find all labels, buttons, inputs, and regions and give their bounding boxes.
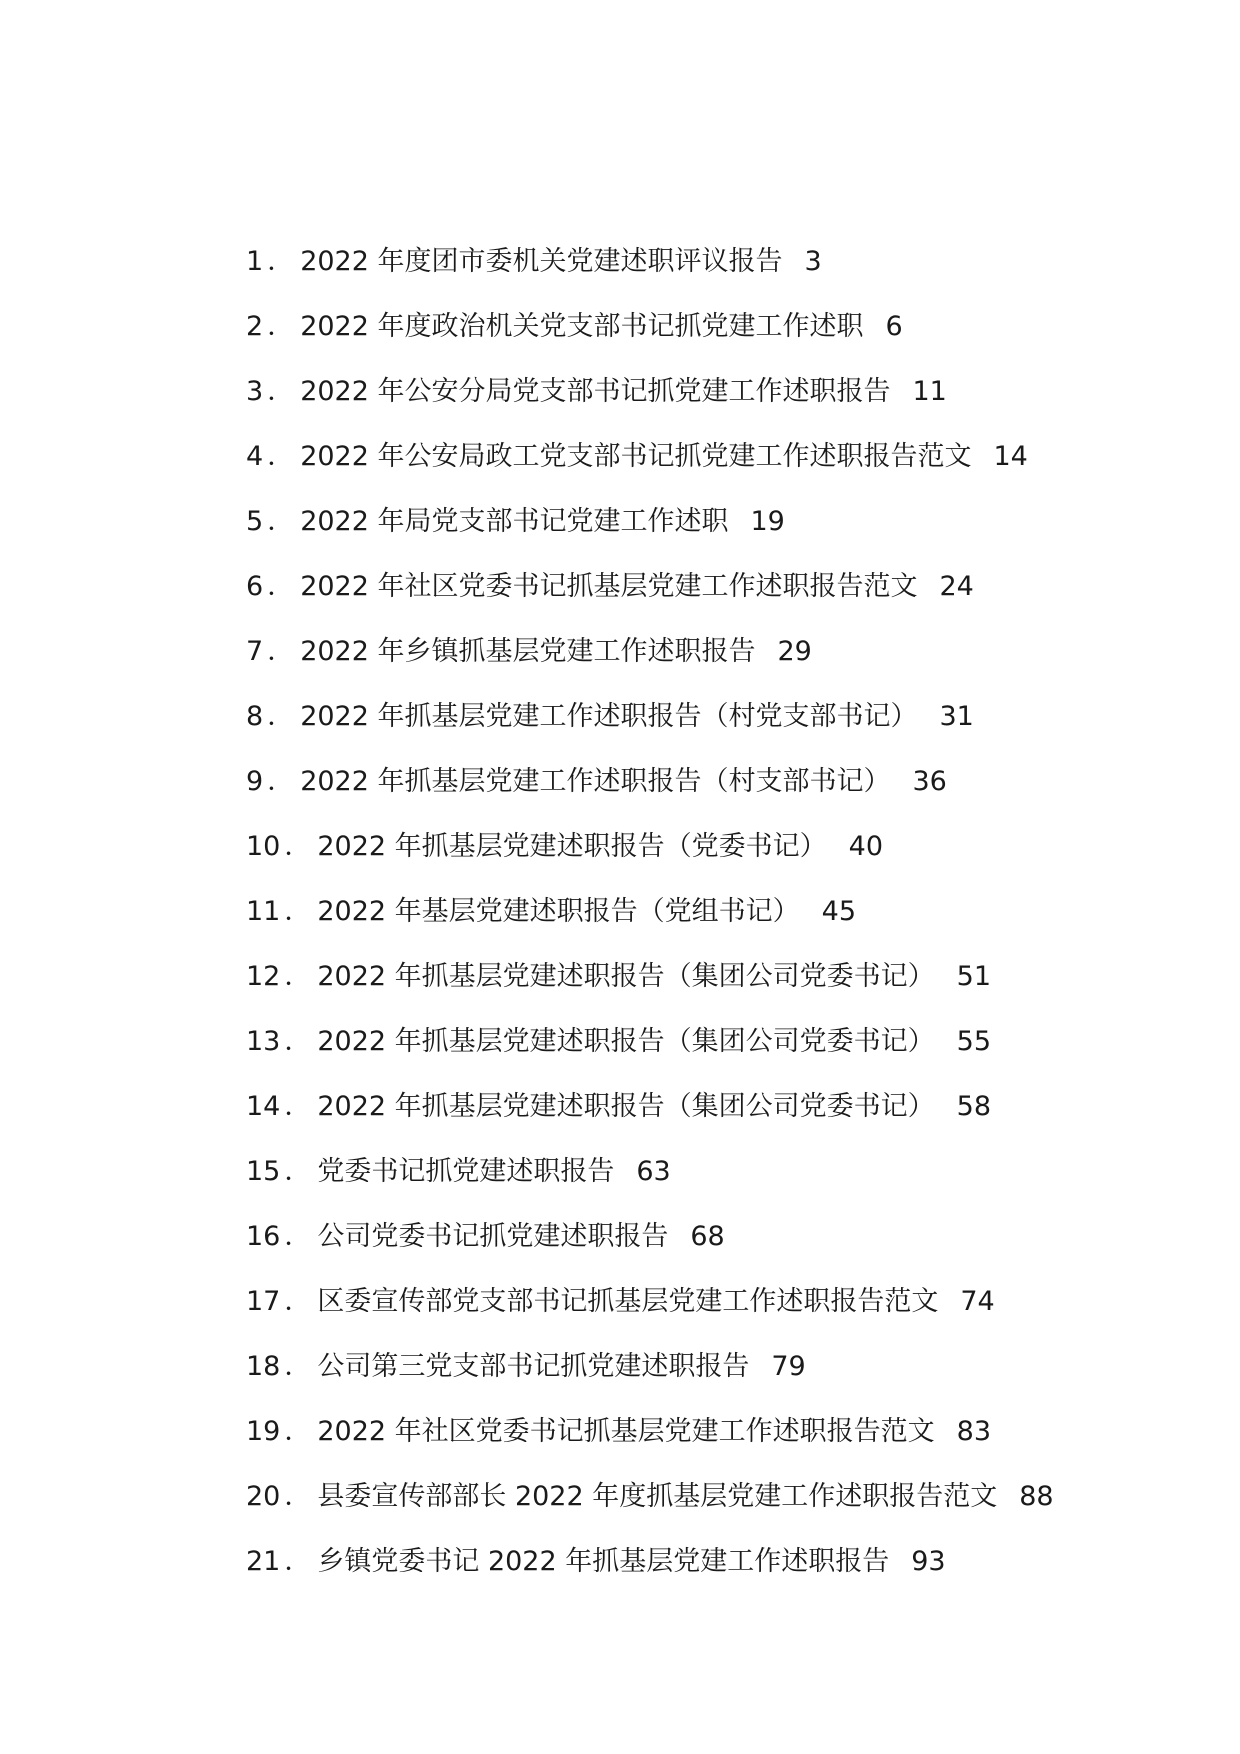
entry-separator: ． [267, 246, 295, 277]
entry-separator: ． [284, 1221, 312, 1252]
entry-separator: ． [284, 961, 312, 992]
entry-title: 2022 年抓基层党建述职报告（党委书记） [317, 831, 827, 862]
entry-separator: ． [267, 766, 295, 797]
toc-entry [246, 628, 1126, 693]
entry-title: 乡镇党委书记 2022 年抓基层党建工作述职报告 [317, 1546, 890, 1577]
entry-page-number: 55 [956, 1026, 992, 1057]
entry-page-number: 45 [821, 896, 857, 927]
entry-separator: ． [267, 441, 295, 472]
entry-page-number: 31 [939, 701, 974, 732]
entry-page-number: 6 [885, 311, 903, 342]
entry-title: 2022 年抓基层党建述职报告（集团公司党委书记） [317, 961, 935, 992]
toc-entry [246, 238, 1126, 303]
entry-number: 17 [246, 1286, 281, 1317]
toc-entry [246, 1018, 1126, 1083]
entry-page-number: 40 [848, 831, 884, 862]
toc-entry [246, 498, 1126, 563]
toc-entry [246, 823, 1126, 888]
entry-number: 11 [246, 896, 281, 927]
entry-number: 20 [246, 1481, 281, 1512]
entry-number: 5 [246, 506, 264, 537]
entry-number: 8 [246, 701, 264, 732]
entry-number: 16 [246, 1221, 281, 1252]
entry-title: 公司第三党支部书记抓党建述职报告 [317, 1351, 750, 1382]
toc-entry [246, 758, 1126, 823]
entry-page-number: 68 [690, 1221, 725, 1252]
toc-entry [246, 693, 1126, 758]
entry-number: 2 [246, 311, 264, 342]
entry-page-number: 36 [912, 766, 947, 797]
entry-number: 10 [246, 831, 281, 862]
toc-entry [246, 1343, 1126, 1408]
entry-title: 2022 年乡镇抓基层党建工作述职报告 [300, 636, 756, 667]
entry-page-number: 83 [956, 1416, 992, 1447]
entry-separator: ． [267, 506, 295, 537]
toc-entry [246, 888, 1126, 953]
table-of-contents [246, 238, 1126, 1603]
toc-entry [246, 1538, 1126, 1603]
entry-title: 公司党委书记抓党建述职报告 [317, 1221, 669, 1252]
entry-separator: ． [284, 1481, 312, 1512]
entry-page-number: 74 [960, 1286, 995, 1317]
toc-entry [246, 368, 1126, 433]
toc-entry [246, 1278, 1126, 1343]
entry-separator: ． [267, 701, 295, 732]
entry-title: 2022 年公安局政工党支部书记抓党建工作述职报告范文 [300, 441, 972, 472]
entry-number: 12 [246, 961, 281, 992]
toc-entry [246, 1083, 1126, 1148]
toc-entry [246, 433, 1126, 498]
entry-separator: ． [267, 376, 295, 407]
entry-page-number: 11 [912, 376, 947, 407]
entry-separator: ． [267, 311, 295, 342]
entry-title: 县委宣传部部长 2022 年度抓基层党建工作述职报告范文 [317, 1481, 998, 1512]
entry-title: 2022 年抓基层党建工作述职报告（村党支部书记） [300, 701, 918, 732]
toc-entry [246, 303, 1126, 368]
entry-separator: ． [284, 831, 312, 862]
entry-number: 7 [246, 636, 264, 667]
entry-separator: ． [284, 1416, 312, 1447]
toc-entry [246, 1148, 1126, 1213]
entry-number: 19 [246, 1416, 281, 1447]
entry-separator: ． [284, 1351, 312, 1382]
entry-title: 2022 年基层党建述职报告（党组书记） [317, 896, 800, 927]
entry-title: 2022 年抓基层党建述职报告（集团公司党委书记） [317, 1026, 935, 1057]
entry-title: 区委宣传部党支部书记抓基层党建工作述职报告范文 [317, 1286, 939, 1317]
toc-entry [246, 953, 1126, 1018]
entry-number: 13 [246, 1026, 281, 1057]
entry-page-number: 88 [1019, 1481, 1054, 1512]
entry-number: 18 [246, 1351, 281, 1382]
entry-separator: ． [267, 571, 295, 602]
entry-page-number: 29 [777, 636, 812, 667]
entry-page-number: 19 [750, 506, 785, 537]
entry-separator: ． [284, 1091, 312, 1122]
entry-separator: ． [284, 1026, 312, 1057]
entry-number: 3 [246, 376, 264, 407]
entry-number: 21 [246, 1546, 281, 1577]
entry-title: 2022 年局党支部书记党建工作述职 [300, 506, 729, 537]
entry-title: 2022 年度团市委机关党建述职评议报告 [300, 246, 783, 277]
entry-page-number: 51 [956, 961, 992, 992]
entry-number: 6 [246, 571, 264, 602]
entry-title: 2022 年度政治机关党支部书记抓党建工作述职 [300, 311, 864, 342]
entry-number: 4 [246, 441, 264, 472]
entry-page-number: 3 [804, 246, 822, 277]
entry-title: 2022 年抓基层党建工作述职报告（村支部书记） [300, 766, 891, 797]
entry-title: 2022 年社区党委书记抓基层党建工作述职报告范文 [317, 1416, 935, 1447]
entry-separator: ． [267, 636, 295, 667]
entry-page-number: 14 [993, 441, 1028, 472]
entry-page-number: 79 [771, 1351, 806, 1382]
toc-entry [246, 563, 1126, 628]
toc-entry [246, 1213, 1126, 1278]
entry-number: 1 [246, 246, 264, 277]
entry-number: 9 [246, 766, 264, 797]
entry-separator: ． [284, 1546, 312, 1577]
entry-number: 15 [246, 1156, 281, 1187]
entry-title: 2022 年社区党委书记抓基层党建工作述职报告范文 [300, 571, 918, 602]
entry-page-number: 58 [956, 1091, 992, 1122]
entry-page-number: 93 [911, 1546, 946, 1577]
entry-page-number: 24 [939, 571, 974, 602]
entry-page-number: 63 [636, 1156, 671, 1187]
entry-title: 2022 年抓基层党建述职报告（集团公司党委书记） [317, 1091, 935, 1122]
toc-entry [246, 1473, 1126, 1538]
entry-number: 14 [246, 1091, 281, 1122]
entry-separator: ． [284, 1286, 312, 1317]
toc-entry [246, 1408, 1126, 1473]
entry-separator: ． [284, 896, 312, 927]
entry-separator: ． [284, 1156, 312, 1187]
entry-title: 党委书记抓党建述职报告 [317, 1156, 615, 1187]
entry-title: 2022 年公安分局党支部书记抓党建工作述职报告 [300, 376, 891, 407]
